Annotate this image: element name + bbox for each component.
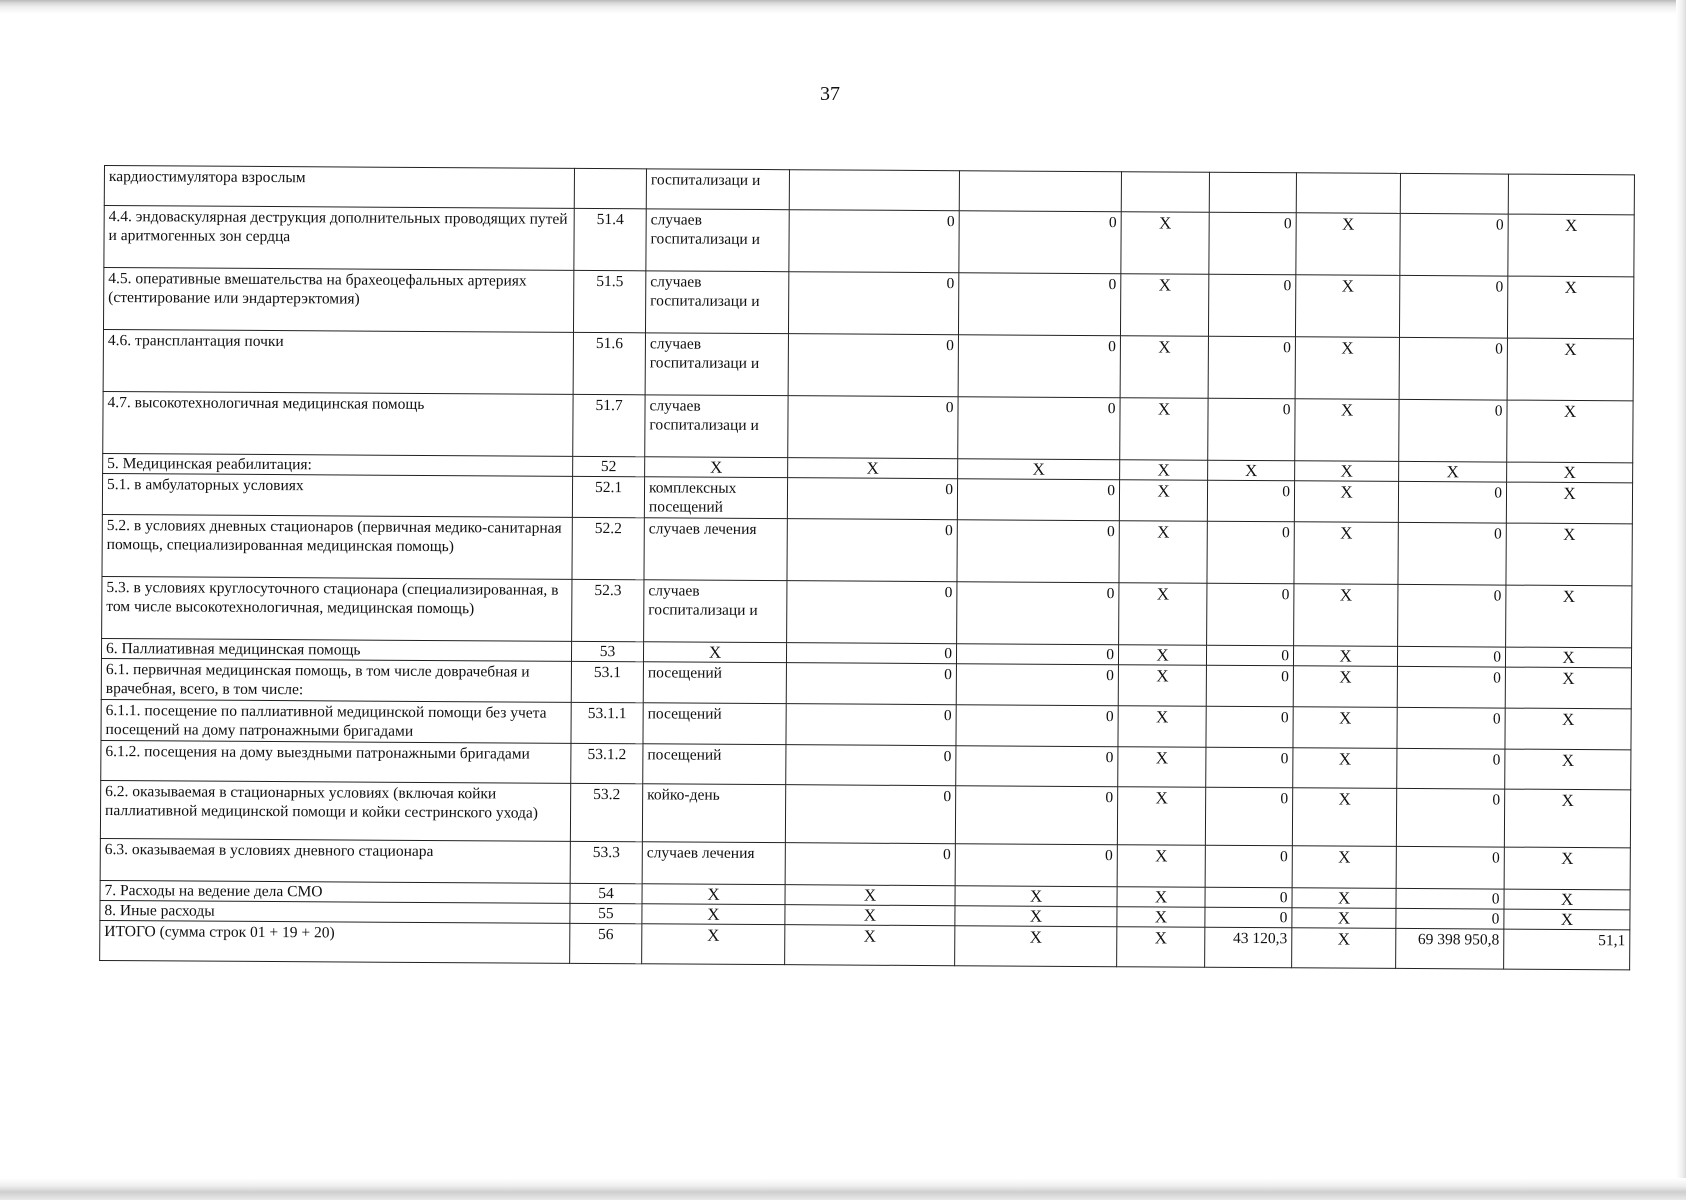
row-name-cell: 5.3. в условиях круглосуточного стационара (специализированная, в том числе высокотехнологичная, медицинская помощь) <box>102 576 572 641</box>
row-code-cell: 53.3 <box>570 841 642 883</box>
row-value-cell-4: 0 <box>1206 747 1293 788</box>
row-value-cell-1: 0 <box>787 519 957 582</box>
row-code-cell: 52.1 <box>572 476 644 517</box>
row-value-cell-1: 0 <box>788 396 958 459</box>
row-value-cell-7: X <box>1505 708 1631 750</box>
row-value-cell-5: X <box>1292 908 1396 929</box>
row-value-cell-6: 0 <box>1398 481 1506 523</box>
row-unit-cell: посещений <box>643 744 786 785</box>
row-value-cell-7: X <box>1506 482 1632 524</box>
row-value-cell-5: X <box>1293 666 1397 708</box>
row-name-cell: 6.1.1. посещение по паллиативной медицинской помощи без учета посещений на дому патронажными бригадами <box>101 699 571 743</box>
row-value-cell-4: 0 <box>1209 212 1296 275</box>
row-value-cell-4: 43 120,3 <box>1205 927 1292 968</box>
row-value-cell-3: X <box>1117 907 1205 928</box>
row-value-cell-5: X <box>1293 748 1397 789</box>
row-value-cell-6: 0 <box>1397 707 1505 749</box>
row-value-cell-6: 0 <box>1399 399 1507 462</box>
row-value-cell-5 <box>1296 173 1400 214</box>
row-value-cell-2: 0 <box>956 664 1118 706</box>
row-value-cell-4: 0 <box>1205 887 1292 908</box>
row-value-cell-5: X <box>1295 337 1399 400</box>
row-name-cell: кардиостимулятора взрослым <box>104 166 574 209</box>
row-name-cell: 4.4. эндоваскулярная деструкция дополнительных проводящих путей и аритмогенных зон сердца <box>104 206 574 271</box>
row-value-cell-7: X <box>1504 847 1630 890</box>
row-value-cell-6: 69 398 950,8 <box>1396 928 1504 969</box>
row-code-cell: 53.1 <box>571 661 643 702</box>
row-value-cell-7: X <box>1505 647 1631 668</box>
row-value-cell-3: X <box>1120 274 1208 337</box>
row-value-cell-1: 0 <box>787 581 957 644</box>
row-value-cell-1: X <box>788 458 958 479</box>
row-value-cell-2 <box>959 171 1121 212</box>
row-value-cell-5: X <box>1293 646 1397 667</box>
row-value-cell-5: X <box>1294 522 1398 585</box>
row-value-cell-3: X <box>1117 927 1205 968</box>
row-value-cell-6: 0 <box>1400 213 1508 276</box>
row-value-cell-2: 0 <box>958 335 1120 398</box>
row-value-cell-1: 0 <box>786 745 956 786</box>
row-value-cell-6: 0 <box>1396 846 1504 889</box>
row-value-cell-1: 0 <box>786 643 956 664</box>
row-value-cell-3: X <box>1118 645 1206 666</box>
row-value-cell-6: 0 <box>1396 888 1504 909</box>
row-value-cell-2: 0 <box>957 582 1119 645</box>
table-body <box>100 166 1635 970</box>
row-value-cell-3: X <box>1117 845 1205 888</box>
row-code-cell: 54 <box>570 883 642 903</box>
row-unit-cell: X <box>642 924 785 965</box>
row-code-cell: 53.1.2 <box>571 743 643 783</box>
row-value-cell-3: X <box>1118 665 1206 707</box>
row-value-cell-7: X <box>1507 338 1633 401</box>
row-name-cell: 5.1. в амбулаторных условиях <box>102 473 572 517</box>
row-value-cell-6: 0 <box>1399 337 1507 400</box>
row-value-cell-7: X <box>1504 909 1630 930</box>
row-value-cell-1: 0 <box>789 210 959 273</box>
row-value-cell-5: X <box>1292 928 1396 969</box>
row-name-cell: 6.3. оказываемая в условиях дневного стационара <box>100 838 570 883</box>
row-value-cell-2: 0 <box>956 705 1118 747</box>
row-value-cell-5: X <box>1296 213 1400 276</box>
row-value-cell-2: X <box>955 906 1117 927</box>
table-row <box>103 330 1633 401</box>
row-value-cell-2: X <box>955 886 1117 907</box>
row-name-cell: 8. Иные расходы <box>100 900 570 923</box>
scan-edge-top <box>0 0 1686 14</box>
row-unit-cell: случаев лечения <box>642 842 785 885</box>
row-value-cell-5: X <box>1294 481 1398 523</box>
row-value-cell-3: X <box>1118 706 1206 748</box>
row-code-cell: 55 <box>570 903 642 923</box>
row-code-cell: 51.4 <box>574 208 646 270</box>
row-unit-cell: случаев госпитализаци и <box>645 271 788 334</box>
row-unit-cell: случаев госпитализаци и <box>644 580 787 643</box>
row-value-cell-7: X <box>1506 523 1632 586</box>
row-value-cell-7: X <box>1506 585 1632 648</box>
row-value-cell-5: X <box>1292 788 1396 847</box>
row-name-cell: 6.1.2. посещения на дому выездными патронажными бригадами <box>101 740 571 783</box>
row-value-cell-7: X <box>1505 667 1631 709</box>
row-value-cell-6: 0 <box>1399 275 1507 338</box>
row-value-cell-7: X <box>1507 276 1633 339</box>
row-value-cell-2: 0 <box>956 746 1118 787</box>
row-name-cell: 4.5. оперативные вмешательства на брахеоцефальных артериях (стентирование или эндартерэктомия) <box>103 268 573 333</box>
row-name-cell: 6.1. первичная медицинская помощь, в том числе доврачебная и врачебная, всего, в том числе: <box>101 658 571 702</box>
row-value-cell-3: X <box>1118 747 1206 788</box>
row-value-cell-7: X <box>1507 400 1633 463</box>
row-value-cell-3: X <box>1119 583 1207 646</box>
row-value-cell-1: X <box>785 905 955 926</box>
row-value-cell-4: 0 <box>1205 845 1292 888</box>
row-value-cell-3: X <box>1117 787 1205 846</box>
row-unit-cell: случаев госпитализаци и <box>645 333 788 396</box>
row-value-cell-2: 0 <box>956 644 1118 665</box>
row-value-cell-5: X <box>1293 707 1397 749</box>
table-row <box>102 514 1632 585</box>
row-value-cell-7 <box>1508 174 1634 215</box>
row-value-cell-1: 0 <box>786 704 956 746</box>
row-unit-cell: X <box>642 884 785 905</box>
row-value-cell-2: 0 <box>957 479 1119 521</box>
row-value-cell-3: X <box>1117 887 1205 908</box>
row-value-cell-6: X <box>1399 461 1507 482</box>
row-name-cell: 4.7. высокотехнологичная медицинская помощь <box>103 391 573 456</box>
row-unit-cell: X <box>645 457 788 478</box>
row-value-cell-3: X <box>1120 460 1208 481</box>
row-value-cell-7: 51,1 <box>1504 929 1630 970</box>
row-name-cell: 7. Расходы на ведение дела СМО <box>100 880 570 903</box>
row-value-cell-6 <box>1400 173 1508 214</box>
row-value-cell-3: X <box>1120 398 1208 461</box>
row-value-cell-6: 0 <box>1396 908 1504 929</box>
row-value-cell-1: 0 <box>786 663 956 705</box>
row-value-cell-2: 0 <box>959 211 1121 274</box>
row-value-cell-4: 0 <box>1207 480 1294 522</box>
row-unit-cell: случаев госпитализаци и <box>645 395 788 458</box>
row-code-cell: 53 <box>571 641 643 661</box>
row-value-cell-4 <box>1209 172 1296 213</box>
row-value-cell-6: 0 <box>1398 522 1506 585</box>
row-value-cell-3: X <box>1120 336 1208 399</box>
row-value-cell-4: 0 <box>1206 645 1293 666</box>
row-unit-cell: госпитализаци и <box>646 169 789 210</box>
row-value-cell-2: 0 <box>955 786 1117 845</box>
row-value-cell-3: X <box>1121 212 1209 275</box>
row-value-cell-1: 0 <box>785 843 955 886</box>
row-code-cell: 52 <box>573 456 645 476</box>
row-code-cell: 51.6 <box>573 332 645 394</box>
row-code-cell <box>574 168 646 208</box>
row-value-cell-4: 0 <box>1206 665 1293 707</box>
row-value-cell-2: X <box>958 459 1120 480</box>
row-value-cell-4: 0 <box>1208 274 1295 337</box>
row-value-cell-7: X <box>1508 214 1634 277</box>
row-value-cell-7: X <box>1507 462 1633 483</box>
row-value-cell-6: 0 <box>1397 646 1505 667</box>
row-unit-cell: случаев лечения <box>644 518 787 581</box>
row-value-cell-5: X <box>1295 461 1399 482</box>
row-unit-cell: X <box>643 642 786 663</box>
row-value-cell-6: 0 <box>1398 584 1506 647</box>
row-value-cell-1: 0 <box>788 272 958 335</box>
row-value-cell-6: 0 <box>1396 788 1504 847</box>
row-value-cell-4: 0 <box>1205 787 1292 846</box>
row-value-cell-5: X <box>1292 888 1396 909</box>
row-value-cell-4: 0 <box>1207 583 1294 646</box>
page-number: 37 <box>820 83 840 105</box>
row-code-cell: 52.3 <box>572 579 644 641</box>
row-value-cell-1: X <box>785 885 955 906</box>
row-name-cell: ИТОГО (сумма строк 01 + 19 + 20) <box>100 920 570 963</box>
row-value-cell-4: 0 <box>1208 398 1295 461</box>
row-value-cell-7: X <box>1505 749 1631 790</box>
row-value-cell-6: 0 <box>1397 666 1505 708</box>
row-value-cell-7: X <box>1504 789 1630 848</box>
table-row <box>102 576 1632 647</box>
row-value-cell-5: X <box>1294 584 1398 647</box>
row-value-cell-6: 0 <box>1397 748 1505 789</box>
row-value-cell-1: X <box>785 925 955 966</box>
row-code-cell: 51.5 <box>573 270 645 332</box>
row-unit-cell: комплексных посещений <box>644 477 787 519</box>
row-name-cell: 5.2. в условиях дневных стационаров (первичная медико-санитарная помощь, специализированная медицинская помощь) <box>102 514 572 579</box>
row-unit-cell: койко-день <box>642 784 785 843</box>
row-value-cell-1: 0 <box>785 785 955 844</box>
row-value-cell-4: X <box>1208 460 1295 481</box>
row-value-cell-2: 0 <box>958 273 1120 336</box>
row-name-cell: 6.2. оказываемая в стационарных условиях (включая койки паллиативной медицинской помощи и койки сестринского ухода) <box>100 780 570 841</box>
row-value-cell-1: 0 <box>788 334 958 397</box>
row-value-cell-5: X <box>1295 399 1399 462</box>
row-name-cell: 4.6. трансплантация почки <box>103 330 573 395</box>
row-value-cell-1 <box>789 170 959 211</box>
row-code-cell: 52.2 <box>572 517 644 579</box>
row-value-cell-5: X <box>1295 275 1399 338</box>
row-code-cell: 53.2 <box>570 783 642 841</box>
row-value-cell-4: 0 <box>1206 706 1293 748</box>
row-code-cell: 56 <box>570 923 642 963</box>
row-value-cell-2: 0 <box>958 397 1120 460</box>
row-unit-cell: X <box>642 904 785 925</box>
table-row <box>100 780 1630 847</box>
row-name-cell: 6. Паллиативная медицинская помощь <box>101 638 571 661</box>
table-row <box>103 268 1633 339</box>
row-value-cell-2: 0 <box>957 520 1119 583</box>
row-value-cell-3: X <box>1119 521 1207 584</box>
row-value-cell-1: 0 <box>787 478 957 520</box>
row-value-cell-2: X <box>955 926 1117 967</box>
scan-edge-right <box>1676 0 1686 1200</box>
row-value-cell-5: X <box>1292 846 1396 889</box>
row-value-cell-4: 0 <box>1208 336 1295 399</box>
row-value-cell-3: X <box>1119 480 1207 522</box>
row-value-cell-4: 0 <box>1207 521 1294 584</box>
row-unit-cell: случаев госпитализаци и <box>646 209 789 272</box>
table-row <box>103 391 1633 462</box>
scan-edge-bottom <box>0 1178 1686 1200</box>
row-value-cell-4: 0 <box>1205 907 1292 928</box>
table-row <box>104 206 1634 277</box>
row-value-cell-7: X <box>1504 889 1630 910</box>
row-name-cell: 5. Медицинская реабилитация: <box>103 453 573 476</box>
row-value-cell-2: 0 <box>955 844 1117 887</box>
row-code-cell: 51.7 <box>573 394 645 456</box>
row-value-cell-3 <box>1121 172 1209 213</box>
row-unit-cell: посещений <box>643 662 786 704</box>
row-code-cell: 53.1.1 <box>571 702 643 743</box>
table-row <box>100 920 1630 969</box>
row-unit-cell: посещений <box>643 703 786 745</box>
data-table <box>99 165 1635 970</box>
